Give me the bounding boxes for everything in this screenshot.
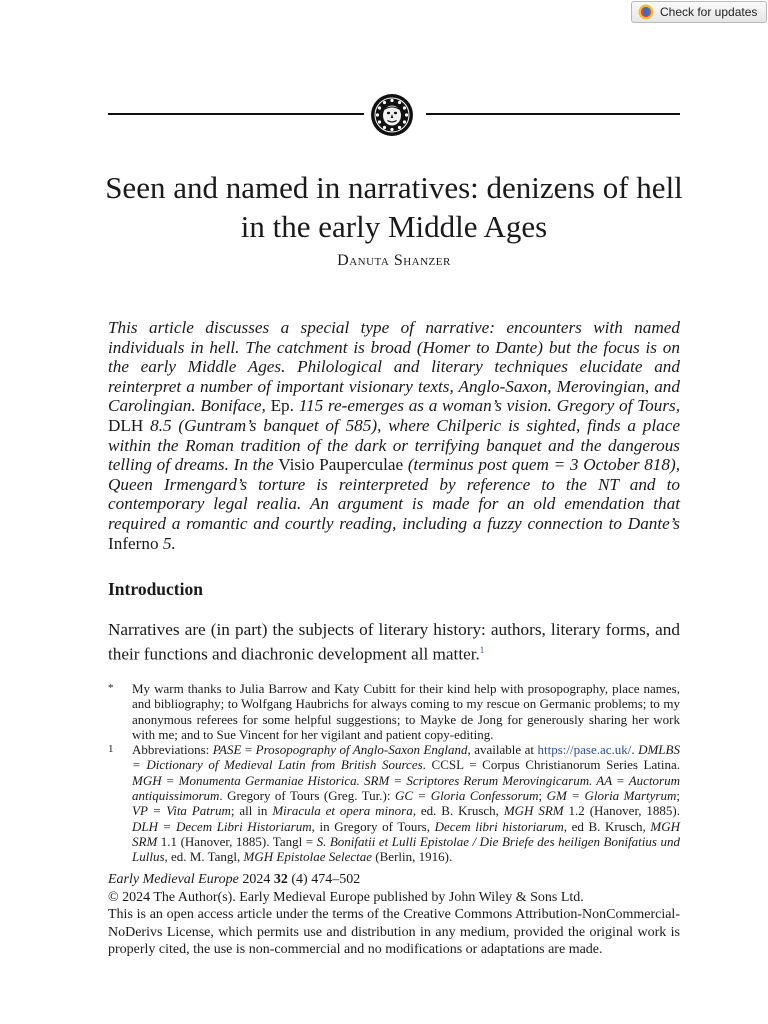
article-abstract — [108, 318, 680, 553]
license-notice: This is an open access article under the terms of the Creative Commons Attribution-NonCommercial-NoDerivs License, which permits use and distribution in any medium, provided the original work is properly cited, the use is non-commercial and no modifications or adaptations are made. — [108, 907, 680, 958]
fn-text: Abbreviations: — [132, 742, 213, 758]
fn-italic: MGH SRM — [503, 803, 564, 819]
gorgon-medallion-icon — [370, 93, 414, 137]
footnote-mark: * — [108, 682, 114, 694]
fn-text: . CCSL = Corpus Christianorum Series Latina. — [422, 757, 680, 773]
colophon — [108, 871, 680, 959]
fn-italic: DMLBS = Dictionary of Medieval Latin from British Sources — [132, 742, 680, 773]
footnote-text: My warm thanks to Julia Barrow and Katy Cubitt for their kind help with prosopography, place names, and bibliography; to Wolfgang Haubrichs for always coming to my rescue on Germanic problems; to my anonymous referees for some helpful suggestions; to Mayke de Jong for generously sharing her work with me; and to Sue Vincent for her vigilant and patient copy-editing. — [132, 681, 680, 742]
section-heading-introduction: Introduction — [108, 579, 203, 599]
fn-italic: VP = Vita Patrum — [132, 803, 231, 819]
introduction-text: Narratives are (in part) the subjects of literary history: authors, literary forms, and their functions and diachronic development all matter. — [108, 620, 680, 664]
fn-italic: MGH SRM — [132, 818, 680, 849]
fn-italic: Miracula et opera minora — [272, 803, 413, 819]
fn-text: , ed. M. Tangl, — [164, 849, 244, 865]
abstract-text: (terminus post quem = 3 October 818), Queen Irmengard’s torture is reinterpreted by reference to the NT and to contemporary legal realia. An argument is made for an old emendation that required a romantic and courtly reading, including a fuzzy connection to Dante’s — [108, 455, 680, 533]
fn-text: . Gregory of Tours (Greg. Tur.): — [219, 788, 395, 804]
fn-italic: MGH = Monumenta Germaniae Historica. SRM = Scriptores Rerum Merovingicarum. AA = Auctorum antiquissimorum — [132, 772, 680, 804]
check-updates-icon — [638, 4, 654, 20]
introduction-paragraph — [108, 620, 680, 665]
fn-italic: Prosopography of Anglo-Saxon England — [255, 742, 468, 758]
pase-link[interactable]: https://pase.ac.uk/ — [537, 742, 632, 758]
article-title: Seen and named in narratives: denizens of hell in the early Middle Ages — [105, 170, 683, 244]
fn-text: , in Gregory of Tours, — [311, 818, 435, 834]
copyright-notice: © 2024 The Author(s). Early Medieval Europe published by John Wiley & Sons Ltd. — [108, 889, 584, 905]
abstract-text: 115 re-emerges as a woman’s vision. Gregory of Tours, — [293, 396, 680, 416]
journal-citation — [108, 871, 680, 889]
fn-text: (Berlin, 1916). — [372, 849, 453, 865]
footnote-star — [108, 681, 680, 742]
footnote-text — [132, 742, 680, 864]
journal-pages: (4) 474–502 — [287, 872, 361, 887]
fn-italic: MGH Epistolae Selectae — [243, 849, 373, 865]
fn-text: . — [631, 742, 639, 758]
abstract-upright: DLH — [108, 415, 144, 435]
journal-name: Early Medieval Europe — [108, 872, 239, 887]
fn-italic: Decem libri historiarum — [434, 818, 564, 834]
check-for-updates-button[interactable] — [631, 1, 767, 23]
footnote-1 — [108, 742, 680, 864]
check-updates-label: Check for updates — [660, 5, 758, 19]
fn-italic: S. Bonifatii et Lulli Epistolae / Die Briefe des heiligen Bonifatius und Lullus — [132, 833, 680, 865]
fn-text: ; — [676, 788, 680, 804]
abstract-text: This article discusses a special type of narrative: encounters with named individuals in hell. The catchment is broad (Homer to Dante) but the focus is on the early Middle Ages. Philological and literary techniques elucidate and reinterpret a number of important visionary texts, Anglo-Saxon, Merovingian, and Carolingian. Boniface, — [108, 318, 680, 416]
fn-text: , ed B. Krusch, — [563, 818, 651, 834]
abstract-upright: Inferno — [108, 533, 159, 553]
fn-text: ; all in — [230, 803, 273, 819]
fn-italic: GC = Gloria Confessorum — [394, 788, 539, 804]
footnote-ref-1[interactable]: 1 — [479, 645, 485, 655]
fn-italic: PASE — [212, 742, 242, 758]
footnote-mark: 1 — [108, 743, 114, 756]
fn-text: = — [241, 742, 256, 758]
footnotes — [108, 681, 680, 865]
article-author: Danuta Shanzer — [337, 252, 451, 269]
journal-year: 2024 — [238, 872, 274, 887]
abstract-upright: Ep. — [270, 396, 294, 416]
fn-text: , ed. B. Krusch, — [412, 803, 504, 819]
journal-volume: 32 — [273, 872, 288, 887]
header-rule-right — [426, 113, 680, 115]
fn-text: , available at — [467, 742, 538, 758]
abstract-text: 5. — [158, 533, 176, 553]
abstract-upright: Visio Pauperculae — [278, 455, 404, 475]
fn-italic: DLH = Decem Libri Historiarum — [132, 818, 312, 834]
header-ornament — [108, 93, 680, 135]
fn-text: 1.1 (Hanover, 1885). Tangl = — [157, 833, 317, 849]
abstract-text: 8.5 (Guntram’s banquet of 585), where Chilperic is sighted, finds a place within the Roman tradition of the dark or terrifying banquet and the dangerous telling of dreams. In the — [108, 415, 680, 475]
fn-text: ; — [538, 788, 547, 804]
fn-italic: GM = Gloria Martyrum — [546, 788, 677, 804]
header-rule-left — [108, 113, 364, 115]
fn-text: 1.2 (Hanover, 1885). — [563, 803, 680, 819]
